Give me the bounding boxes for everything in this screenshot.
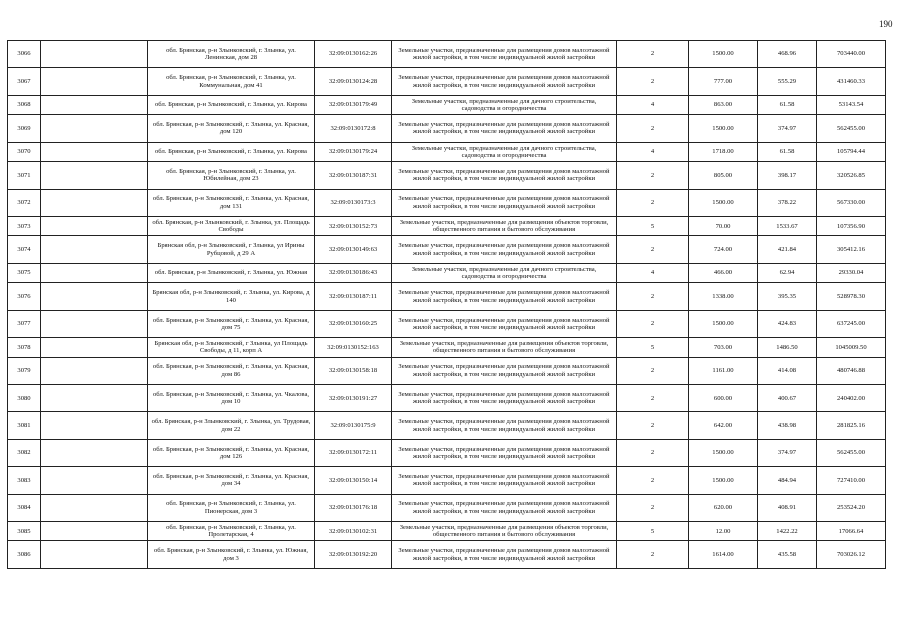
blank-cell: [41, 357, 148, 384]
category-cell: 5: [617, 338, 689, 358]
category-cell: 2: [617, 541, 689, 568]
area-cell: 1500.00: [689, 41, 758, 68]
land-use-cell: Земельные участки, предназначенные для размещения домов малоэтажной жилой застройки, в том числе индивидуальной жилой застройки: [392, 412, 617, 439]
table-row: [8, 115, 886, 142]
specific-value-cell: 1533.67: [758, 216, 817, 236]
blank-cell: [41, 439, 148, 466]
table-row: [8, 41, 886, 68]
cadastral-number-cell: 32:09:0130175:9: [315, 412, 392, 439]
category-cell: 4: [617, 95, 689, 115]
table-row: [8, 467, 886, 494]
land-use-cell: Земельные участки, предназначенные для размещения домов малоэтажной жилой застройки, в том числе индивидуальной жилой застройки: [392, 357, 617, 384]
cadastral-number-cell: 32:09:0130172:11: [315, 439, 392, 466]
blank-cell: [41, 142, 148, 162]
page-number: 190: [879, 19, 893, 29]
blank-cell: [41, 95, 148, 115]
land-use-cell: Земельные участки, предназначенные для размещения объектов торговли, общественного питания и бытового обслуживания: [392, 521, 617, 541]
table-row: [8, 412, 886, 439]
land-use-cell: Земельные участки, предназначенные для размещения домов малоэтажной жилой застройки, в том числе индивидуальной жилой застройки: [392, 283, 617, 310]
cadastral-number-cell: 32:09:0130152:163: [315, 338, 392, 358]
land-use-cell: Земельные участки, предназначенные для размещения домов малоэтажной жилой застройки, в том числе индивидуальной жилой застройки: [392, 115, 617, 142]
specific-value-cell: 468.96: [758, 41, 817, 68]
cadastral-value-cell: 1045009.50: [817, 338, 886, 358]
land-use-cell: Земельные участки, предназначенные для дачного строительства, садоводства и огородничества: [392, 142, 617, 162]
category-cell: 2: [617, 357, 689, 384]
blank-cell: [41, 521, 148, 541]
specific-value-cell: 374.97: [758, 439, 817, 466]
table-row: [8, 521, 886, 541]
specific-value-cell: 395.35: [758, 283, 817, 310]
area-cell: 1500.00: [689, 467, 758, 494]
address-cell: обл. Брянская, р-н Злынковский, г. Злынка, ул. Южная: [148, 263, 315, 283]
specific-value-cell: 62.94: [758, 263, 817, 283]
specific-value-cell: 424.83: [758, 310, 817, 337]
specific-value-cell: 61.58: [758, 142, 817, 162]
land-use-cell: Земельные участки, предназначенные для размещения домов малоэтажной жилой застройки, в том числе индивидуальной жилой застройки: [392, 236, 617, 263]
cadastral-value-cell: 17066.64: [817, 521, 886, 541]
category-cell: 2: [617, 385, 689, 412]
row-number: 3075: [8, 263, 41, 283]
area-cell: 642.00: [689, 412, 758, 439]
address-cell: обл. Брянская, р-н Злынковский, г. Злынка, ул. Красная, дом 75: [148, 310, 315, 337]
land-use-cell: Земельные участки, предназначенные для размещения домов малоэтажной жилой застройки, в том числе индивидуальной жилой застройки: [392, 494, 617, 521]
address-cell: обл. Брянская, р-н Злынковский, г. Злынка, ул. Красная, дом 34: [148, 467, 315, 494]
cadastral-number-cell: 32:09:0130173:3: [315, 189, 392, 216]
category-cell: 2: [617, 494, 689, 521]
cadastral-value-cell: 727410.00: [817, 467, 886, 494]
category-cell: 5: [617, 216, 689, 236]
specific-value-cell: 555.29: [758, 68, 817, 95]
land-use-cell: Земельные участки, предназначенные для размещения домов малоэтажной жилой застройки, в том числе индивидуальной жилой застройки: [392, 162, 617, 189]
row-number: 3074: [8, 236, 41, 263]
table-row: [8, 263, 886, 283]
table-row: [8, 283, 886, 310]
specific-value-cell: 378.22: [758, 189, 817, 216]
cadastral-value-cell: 305412.16: [817, 236, 886, 263]
cadastral-value-cell: 703440.00: [817, 41, 886, 68]
specific-value-cell: 398.17: [758, 162, 817, 189]
specific-value-cell: 414.08: [758, 357, 817, 384]
area-cell: 1614.00: [689, 541, 758, 568]
category-cell: 2: [617, 41, 689, 68]
address-cell: обл. Брянская, р-н Злынковский, г. Злынка, ул. Красная, дом 126: [148, 439, 315, 466]
table-row: [8, 142, 886, 162]
cadastral-value-cell: 107356.90: [817, 216, 886, 236]
category-cell: 2: [617, 68, 689, 95]
cadastral-value-cell: 240402.00: [817, 385, 886, 412]
blank-cell: [41, 216, 148, 236]
row-number: 3082: [8, 439, 41, 466]
area-cell: 805.00: [689, 162, 758, 189]
blank-cell: [41, 283, 148, 310]
blank-cell: [41, 412, 148, 439]
address-cell: Брянская обл, р-н Злынковский, г. Злынка, ул. Кирова, д 140: [148, 283, 315, 310]
cadastral-number-cell: 32:09:0130158:18: [315, 357, 392, 384]
area-cell: 1500.00: [689, 115, 758, 142]
cadastral-number-cell: 32:09:0130150:14: [315, 467, 392, 494]
cadastral-number-cell: 32:09:0130192:20: [315, 541, 392, 568]
specific-value-cell: 484.94: [758, 467, 817, 494]
row-number: 3077: [8, 310, 41, 337]
address-cell: обл. Брянская, р-н Злынковский, г. Злынка, ул. Трудовая, дом 22: [148, 412, 315, 439]
table-row: [8, 439, 886, 466]
address-cell: Брянская обл, р-н Злынковский, г Злынка, ул Площадь Свободы, д 11, корп А: [148, 338, 315, 358]
cadastral-number-cell: 32:09:0130179:24: [315, 142, 392, 162]
table-row: [8, 541, 886, 568]
address-cell: обл. Брянская, р-н Злынковский, г. Злынка, ул. Юбилейная, дом 23: [148, 162, 315, 189]
row-number: 3079: [8, 357, 41, 384]
table-row: [8, 236, 886, 263]
cadastral-number-cell: 32:09:0130102:31: [315, 521, 392, 541]
row-number: 3084: [8, 494, 41, 521]
blank-cell: [41, 541, 148, 568]
blank-cell: [41, 494, 148, 521]
land-use-cell: Земельные участки, предназначенные для размещения домов малоэтажной жилой застройки, в том числе индивидуальной жилой застройки: [392, 41, 617, 68]
table-row: [8, 162, 886, 189]
category-cell: 2: [617, 439, 689, 466]
row-number: 3083: [8, 467, 41, 494]
table-row: [8, 189, 886, 216]
address-cell: обл. Брянская, р-н Злынковский, г. Злынка, ул. Красная, дом 131: [148, 189, 315, 216]
cadastral-value-cell: 431460.33: [817, 68, 886, 95]
area-cell: 1338.00: [689, 283, 758, 310]
address-cell: обл. Брянская, р-н Злынковский, г. Злынка, ул. Кирова: [148, 95, 315, 115]
land-use-cell: Земельные участки, предназначенные для размещения домов малоэтажной жилой застройки, в том числе индивидуальной жилой застройки: [392, 68, 617, 95]
category-cell: 2: [617, 236, 689, 263]
area-cell: 1718.00: [689, 142, 758, 162]
table-body: [8, 41, 886, 569]
row-number: 3070: [8, 142, 41, 162]
cadastral-value-cell: 320526.85: [817, 162, 886, 189]
specific-value-cell: 400.67: [758, 385, 817, 412]
specific-value-cell: 435.58: [758, 541, 817, 568]
specific-value-cell: 374.97: [758, 115, 817, 142]
table-row: [8, 385, 886, 412]
row-number: 3080: [8, 385, 41, 412]
land-use-cell: Земельные участки, предназначенные для дачного строительства, садоводства и огородничества: [392, 263, 617, 283]
address-cell: Брянская обл, р-н Злынковский, г Злынка, ул Ирины Рубцовой, д 29 А: [148, 236, 315, 263]
cadastral-value-table: [7, 40, 886, 569]
category-cell: 4: [617, 263, 689, 283]
blank-cell: [41, 189, 148, 216]
land-use-cell: Земельные участки, предназначенные для размещения домов малоэтажной жилой застройки, в том числе индивидуальной жилой застройки: [392, 467, 617, 494]
cadastral-value-cell: 562455.00: [817, 439, 886, 466]
category-cell: 4: [617, 142, 689, 162]
cadastral-value-cell: 480746.88: [817, 357, 886, 384]
category-cell: 2: [617, 283, 689, 310]
area-cell: 863.00: [689, 95, 758, 115]
row-number: 3072: [8, 189, 41, 216]
cadastral-number-cell: 32:09:0130149:63: [315, 236, 392, 263]
blank-cell: [41, 310, 148, 337]
blank-cell: [41, 115, 148, 142]
row-number: 3071: [8, 162, 41, 189]
area-cell: 1500.00: [689, 189, 758, 216]
land-use-cell: Земельные участки, предназначенные для размещения домов малоэтажной жилой застройки, в том числе индивидуальной жилой застройки: [392, 439, 617, 466]
blank-cell: [41, 41, 148, 68]
row-number: 3073: [8, 216, 41, 236]
address-cell: обл. Брянская, р-н Злынковский, г. Злынка, ул. Кирова: [148, 142, 315, 162]
row-number: 3086: [8, 541, 41, 568]
land-use-cell: Земельные участки, предназначенные для размещения домов малоэтажной жилой застройки, в том числе индивидуальной жилой застройки: [392, 310, 617, 337]
area-cell: 620.00: [689, 494, 758, 521]
area-cell: 777.00: [689, 68, 758, 95]
blank-cell: [41, 68, 148, 95]
cadastral-number-cell: 32:09:0130172:8: [315, 115, 392, 142]
address-cell: обл. Брянская, р-н Злынковский, г. Злынка, ул. Южная, дом 3: [148, 541, 315, 568]
blank-cell: [41, 385, 148, 412]
cadastral-number-cell: 32:09:0130160:25: [315, 310, 392, 337]
table-row: [8, 310, 886, 337]
category-cell: 2: [617, 467, 689, 494]
area-cell: 466.00: [689, 263, 758, 283]
land-use-cell: Земельные участки, предназначенные для размещения домов малоэтажной жилой застройки, в том числе индивидуальной жилой застройки: [392, 385, 617, 412]
address-cell: обл. Брянская, р-н Злынковский, г. Злынка, ул. Красная, дом 120: [148, 115, 315, 142]
area-cell: 1161.00: [689, 357, 758, 384]
area-cell: 12.00: [689, 521, 758, 541]
cadastral-value-cell: 703026.12: [817, 541, 886, 568]
table-row: [8, 216, 886, 236]
address-cell: обл. Брянская, р-н Злынковский, г. Злынка, ул. Ленинская, дом 28: [148, 41, 315, 68]
specific-value-cell: 1486.50: [758, 338, 817, 358]
blank-cell: [41, 236, 148, 263]
cadastral-value-cell: 567330.00: [817, 189, 886, 216]
area-cell: 600.00: [689, 385, 758, 412]
address-cell: обл. Брянская, р-н Злынковский, г. Злынка, ул. Площадь Свободы: [148, 216, 315, 236]
cadastral-number-cell: 32:09:0130187:11: [315, 283, 392, 310]
cadastral-number-cell: 32:09:0130162:26: [315, 41, 392, 68]
cadastral-number-cell: 32:09:0130152:73: [315, 216, 392, 236]
address-cell: обл. Брянская, р-н Злынковский, г. Злынка, ул. Чкалова, дом 10: [148, 385, 315, 412]
cadastral-value-cell: 562455.00: [817, 115, 886, 142]
land-use-cell: Земельные участки, предназначенные для размещения домов малоэтажной жилой застройки, в том числе индивидуальной жилой застройки: [392, 189, 617, 216]
table-row: [8, 357, 886, 384]
cadastral-value-cell: 528978.30: [817, 283, 886, 310]
land-use-cell: Земельные участки, предназначенные для дачного строительства, садоводства и огородничества: [392, 95, 617, 115]
specific-value-cell: 408.91: [758, 494, 817, 521]
blank-cell: [41, 467, 148, 494]
blank-cell: [41, 162, 148, 189]
row-number: 3067: [8, 68, 41, 95]
category-cell: 2: [617, 412, 689, 439]
table-row: [8, 494, 886, 521]
category-cell: 2: [617, 115, 689, 142]
cadastral-value-cell: 29330.04: [817, 263, 886, 283]
specific-value-cell: 61.58: [758, 95, 817, 115]
specific-value-cell: 438.98: [758, 412, 817, 439]
address-cell: обл. Брянская, р-н Злынковский, г. Злынка, ул. Коммунальная, дом 41: [148, 68, 315, 95]
area-cell: 1500.00: [689, 439, 758, 466]
land-use-cell: Земельные участки, предназначенные для размещения домов малоэтажной жилой застройки, в том числе индивидуальной жилой застройки: [392, 541, 617, 568]
cadastral-number-cell: 32:09:0130187:31: [315, 162, 392, 189]
row-number: 3078: [8, 338, 41, 358]
category-cell: 5: [617, 521, 689, 541]
cadastral-value-cell: 281825.16: [817, 412, 886, 439]
specific-value-cell: 1422.22: [758, 521, 817, 541]
row-number: 3068: [8, 95, 41, 115]
row-number: 3081: [8, 412, 41, 439]
table-row: [8, 338, 886, 358]
row-number: 3076: [8, 283, 41, 310]
table-row: [8, 95, 886, 115]
cadastral-value-cell: 253524.20: [817, 494, 886, 521]
address-cell: обл. Брянская, р-н Злынковский, г. Злынка, ул. Красная, дом 86: [148, 357, 315, 384]
cadastral-number-cell: 32:09:0130179:49: [315, 95, 392, 115]
cadastral-number-cell: 32:09:0130176:18: [315, 494, 392, 521]
land-use-cell: Земельные участки, предназначенные для размещения объектов торговли, общественного питания и бытового обслуживания: [392, 338, 617, 358]
cadastral-number-cell: 32:09:0130124:28: [315, 68, 392, 95]
cadastral-number-cell: 32:09:0130186:43: [315, 263, 392, 283]
blank-cell: [41, 263, 148, 283]
cadastral-value-cell: 637245.00: [817, 310, 886, 337]
row-number: 3085: [8, 521, 41, 541]
cadastral-value-cell: 105794.44: [817, 142, 886, 162]
area-cell: 703.00: [689, 338, 758, 358]
table-row: [8, 68, 886, 95]
area-cell: 1500.00: [689, 310, 758, 337]
category-cell: 2: [617, 189, 689, 216]
blank-cell: [41, 338, 148, 358]
category-cell: 2: [617, 162, 689, 189]
category-cell: 2: [617, 310, 689, 337]
row-number: 3066: [8, 41, 41, 68]
specific-value-cell: 421.84: [758, 236, 817, 263]
row-number: 3069: [8, 115, 41, 142]
cadastral-value-cell: 53143.54: [817, 95, 886, 115]
address-cell: обл. Брянская, р-н Злынковский, г. Злынка, ул. Пионерская, дом 3: [148, 494, 315, 521]
address-cell: обл. Брянская, р-н Злынковский, г. Злынка, ул. Пролетарская, 4: [148, 521, 315, 541]
cadastral-number-cell: 32:09:0130191:27: [315, 385, 392, 412]
area-cell: 70.00: [689, 216, 758, 236]
land-use-cell: Земельные участки, предназначенные для размещения объектов торговли, общественного питания и бытового обслуживания: [392, 216, 617, 236]
area-cell: 724.00: [689, 236, 758, 263]
